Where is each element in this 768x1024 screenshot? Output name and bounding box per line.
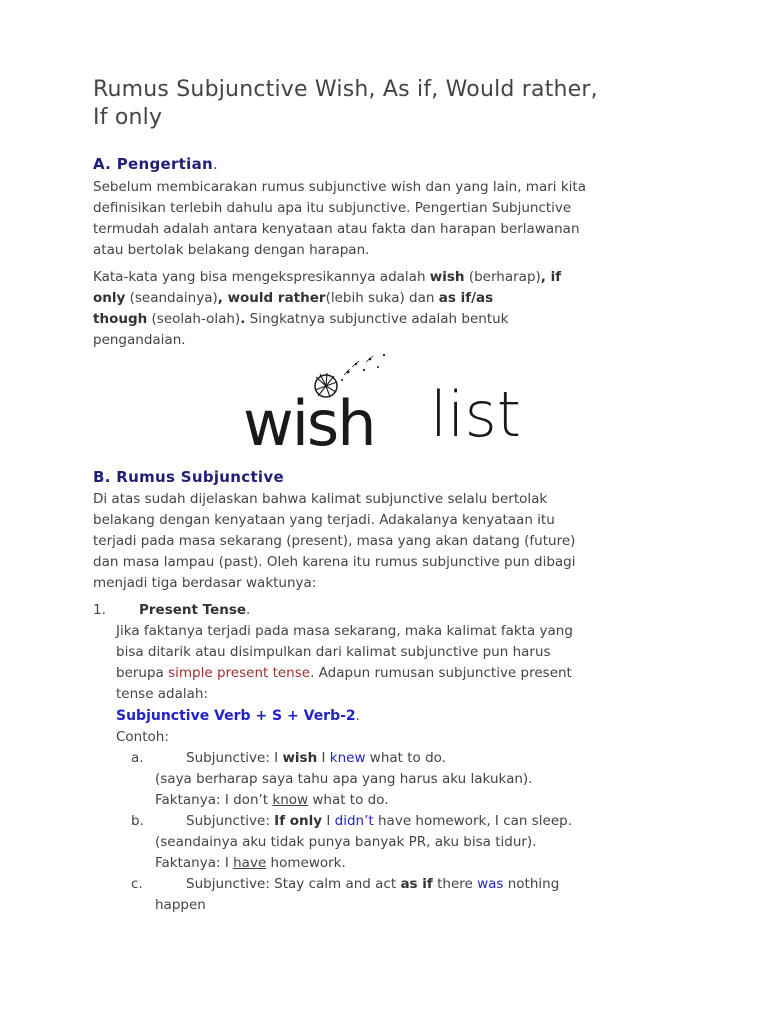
para1-line-3: termudah adalah antara kenyataan atau fakta dan harapan berlawanan <box>93 221 580 237</box>
example-b-line-2: (seandainya aku tidak punya banyak PR, aku bisa tidur). <box>155 834 537 850</box>
example-text: what to do. <box>308 792 389 808</box>
example-keyword: as if <box>400 876 433 892</box>
example-c-line-2: happen <box>155 897 206 913</box>
example-a-line-2: (saya berharap saya tahu apa yang harus aku lakukan). <box>155 771 533 787</box>
example-text: Subjunctive: Stay calm and act <box>186 876 401 892</box>
example-text: have homework, I can sleep. <box>373 813 573 829</box>
wish-list-image <box>238 350 538 460</box>
para1-line-2: definisikan terlebih dahulu apa itu subjunctive. Pengertian Subjunctive <box>93 200 572 216</box>
title-line-1: Rumus Subjunctive Wish, As if, Would rather, <box>93 77 598 102</box>
para2-text: Singkatnya subjunctive adalah bentuk <box>245 311 509 327</box>
section-b-paragraph <box>93 489 673 594</box>
list-item-label <box>139 600 250 621</box>
example-text: Faktanya: I don’t <box>155 792 273 808</box>
section-a-heading <box>93 155 218 173</box>
para1-line-4: atau bertolak belakang dengan harapan. <box>93 242 370 258</box>
para2-text: (seolah-olah) <box>147 311 241 327</box>
example-text: I <box>317 750 330 766</box>
desc-line-1: Jika faktanya terjadi pada masa sekarang, maka kalimat fakta yang <box>116 623 573 639</box>
contoh-label: Contoh: <box>116 729 169 745</box>
paraB-line-4: dan masa lampau (past). Oleh karena itu rumus subjunctive pun dibagi <box>93 554 576 570</box>
paraB-line-3: terjadi pada masa sekarang (present), masa yang akan datang (future) <box>93 533 576 549</box>
desc-text: . Adapun rumusan subjunctive present <box>310 665 572 681</box>
example-keyword: If only <box>274 813 323 829</box>
para2-text: (seandainya) <box>125 290 218 306</box>
section-a-heading-suffix: . <box>212 155 219 173</box>
para2-text: Kata-kata yang bisa mengekspresikannya adalah <box>93 269 430 285</box>
keyword-though: though <box>93 311 148 327</box>
example-text: what to do. <box>365 750 446 766</box>
section-a-heading-text: A. Pengertian <box>93 155 213 173</box>
paraB-line-1: Di atas sudah dijelaskan bahwa kalimat subjunctive selalu bertolak <box>93 491 548 507</box>
label-suffix: . <box>246 602 251 618</box>
present-tense-label: Present Tense <box>139 602 247 618</box>
keyword-as-if-as: as if/as <box>438 290 494 306</box>
example-c-letter: c. <box>131 876 143 892</box>
para2-text: (berharap) <box>464 269 541 285</box>
example-a-line-1 <box>186 748 446 769</box>
keyword-only: only <box>93 290 126 306</box>
paraB-line-2: belakang dengan kenyataan yang terjadi. Adakalanya kenyataan itu <box>93 512 555 528</box>
keyword-would-rather: , would rather <box>217 290 326 306</box>
example-verb: didn’t <box>334 813 374 829</box>
example-text: Faktanya: I <box>155 855 234 871</box>
logo-word-wish: wish <box>243 387 375 460</box>
para2-line-1 <box>93 267 673 288</box>
example-verb: knew <box>329 750 366 766</box>
desc-text: berupa <box>116 665 169 681</box>
section-a-paragraph-2 <box>93 267 673 351</box>
para1-line-1: Sebelum membicarakan rumus subjunctive wish dan yang lain, mari kita <box>93 179 586 195</box>
example-b-letter: b. <box>131 813 144 829</box>
para2-period: . <box>240 311 246 327</box>
formula <box>116 706 360 727</box>
example-keyword: wish <box>282 750 318 766</box>
keyword-if: , if <box>540 269 562 285</box>
title-line-2: If only <box>93 105 163 130</box>
example-text: there <box>432 876 478 892</box>
example-fact-verb: know <box>272 792 309 808</box>
para2-line-3 <box>93 309 673 330</box>
example-b-line-3 <box>155 853 346 874</box>
page-title <box>93 76 693 132</box>
example-a-letter: a. <box>131 750 144 766</box>
example-text: Subjunctive: I <box>186 750 283 766</box>
example-text: I <box>322 813 335 829</box>
section-b-heading: B. Rumus Subjunctive <box>93 468 284 486</box>
example-text: Subjunctive: <box>186 813 275 829</box>
para2-text: (lebih suka) dan <box>325 290 439 306</box>
example-text: nothing <box>503 876 560 892</box>
example-b-line-1 <box>186 811 572 832</box>
section-a-paragraph-1 <box>93 177 673 261</box>
desc-line-3 <box>116 663 572 684</box>
list-item-number: 1. <box>93 602 106 618</box>
desc-line-4: tense adalah: <box>116 686 209 702</box>
formula-suffix: . <box>355 708 360 724</box>
example-fact-verb: have <box>233 855 267 871</box>
desc-line-2: bisa ditarik atau disimpulkan dari kalimat subjunctive pun harus <box>116 644 551 660</box>
example-verb: was <box>477 876 504 892</box>
example-a-line-3 <box>155 790 389 811</box>
keyword-wish: wish <box>429 269 465 285</box>
example-c-line-1 <box>186 874 559 895</box>
example-text: homework. <box>266 855 346 871</box>
para2-line-2 <box>93 288 673 309</box>
para2-line-4: pengandaian. <box>93 332 186 348</box>
formula-text: Subjunctive Verb + S + Verb-2 <box>116 708 356 724</box>
logo-word-list: list <box>430 378 522 451</box>
paraB-line-5: menjadi tiga berdasar waktunya: <box>93 575 317 591</box>
simple-present-tense-link[interactable]: simple present tense <box>168 665 311 681</box>
